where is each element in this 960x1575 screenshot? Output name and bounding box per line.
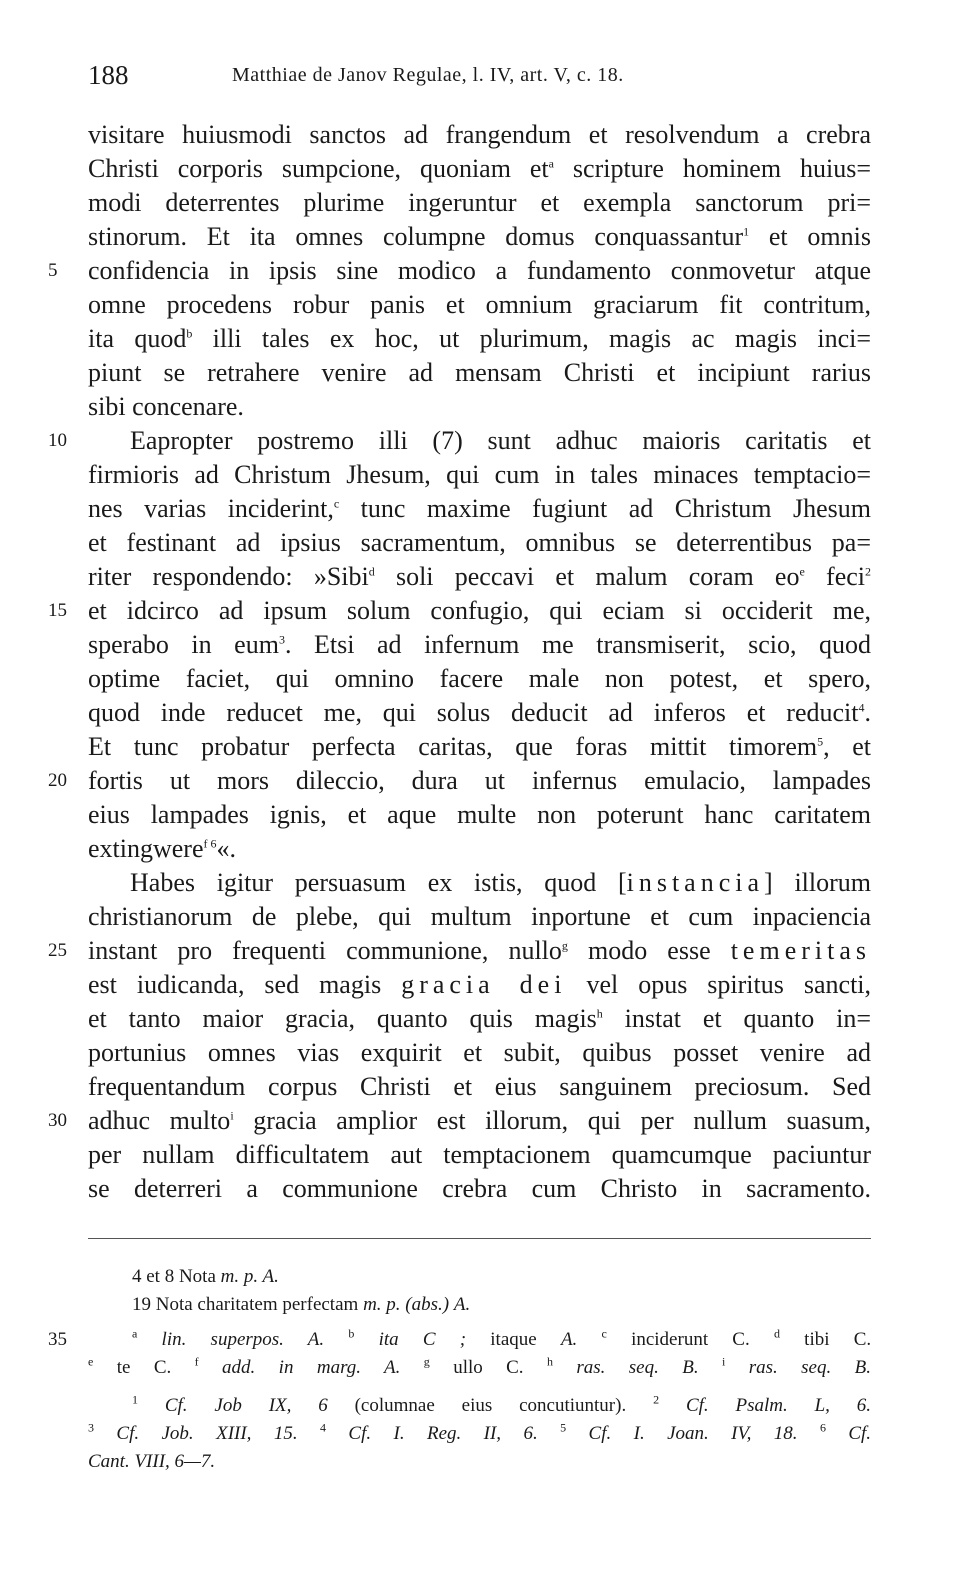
text-line: Et tunc probatur perfecta caritas, que foras mittit timorem$^5$, et [88, 732, 871, 761]
source-note: $^5$ Cf. I. Joan. IV, 18. [560, 1420, 798, 1444]
marginal-note: 4 et 8 Nota m. p. A. [132, 1266, 279, 1287]
apparatus-note: $^d$ tibi C. [773, 1326, 872, 1350]
text-line: Habes igitur persuasum ex istis, quod [instancia] illorum [130, 868, 871, 897]
apparatus-note: $^h$ ras. seq. B. [546, 1354, 699, 1378]
text-line: omne procedens robur panis et omnium graciarum fit contritum, [88, 290, 871, 319]
text-line: modi deterrentes plurime ingeruntur et exempla sanctorum pri= [88, 188, 871, 217]
text-line: se deterreri a communione crebra cum Christo in sacramento. [88, 1174, 871, 1203]
apparatus-note: $^e$ te C. [88, 1354, 172, 1378]
line-number: 10 [48, 430, 67, 451]
text-line: sperabo in eum$^3$. Etsi ad infernum me transmiserit, scio, quod [88, 630, 872, 659]
text-line: sibi concenare. [88, 392, 244, 421]
text-line: riter respondendo: »Sibi$^d$ soli peccavi et malum coram $eo^e$ feci$^2$ [88, 562, 871, 591]
apparatus-note: $^a$ lin. superpos. A. [132, 1326, 325, 1350]
text-line: Christi corporis sumpcione, quoniam $et^a$ scripture hominem huius= [88, 154, 871, 183]
source-line [132, 1393, 871, 1419]
line-number: 30 [48, 1110, 67, 1131]
text-line: extingwere$^{f 6}$«. [88, 834, 237, 863]
text-line: eius lampades ignis, et aque multe non poterunt hanc caritatem [88, 800, 871, 829]
text-line: christianorum de plebe, qui multum inportune et cum inpaciencia [88, 902, 871, 931]
marginal-note: 19 Nota charitatem perfectam m. p. (abs.) A. [132, 1294, 471, 1315]
text-line: firmioris ad Christum Jhesum, qui cum in tales minaces temptacio= [88, 460, 871, 489]
source-note: $^1$ Cf. Job IX, 6 (columnae eius concutiuntur). [132, 1392, 627, 1416]
source-line [88, 1421, 871, 1447]
source-note: $^6$ Cf. [819, 1420, 872, 1444]
text-line: stinorum. Et ita omnes columpne domus conquassantur$^1$ et omnis [88, 222, 871, 251]
text-line: et festinant ad ipsius sacramentum, omnibus se deterrentibus pa= [88, 528, 871, 557]
apparatus-note: $^i$ ras. seq. B. [722, 1354, 871, 1378]
line-number: 15 [48, 600, 67, 621]
text-line: ita quod$^b$ illi tales ex hoc, ut plurimum, magis ac magis inci= [88, 324, 871, 353]
text-line: Eapropter postremo illi (7) sunt adhuc maioris caritatis et [130, 426, 871, 455]
apparatus-note: $^g$ ullo C. [423, 1354, 524, 1378]
text-line: est iudicanda, sed magis gracia dei vel opus spiritus sancti, [88, 970, 872, 999]
line-number: 5 [48, 260, 58, 281]
text-line: frequentandum corpus Christi et eius sanguinem preciosum. Sed [88, 1072, 871, 1101]
line-number: 35 [48, 1329, 67, 1350]
text-line: confidencia in ipsis sine modico a fundamento conmovetur atque [88, 256, 871, 285]
text-line: per nullam difficultatem aut temptacionem quamcumque paciuntur [88, 1140, 871, 1169]
text-line: nes varias inciderint,$^c$ tunc maxime fugiunt ad Christum Jhesum [88, 494, 872, 523]
page-number: 188 [88, 60, 129, 90]
apparatus-line [132, 1327, 871, 1353]
source-line [88, 1449, 871, 1475]
source-note: $^2$ Cf. Psalm. L, 6. [653, 1392, 872, 1416]
source-note: $^3$ Cf. Job. XIII, 15. [88, 1420, 298, 1444]
text-line: et idcirco ad ipsum solum confugio, qui eciam si occiderit me, [88, 596, 871, 625]
footnote-rule [88, 1238, 871, 1239]
text-line: quod inde reducet me, qui solus deducit ad inferos et reducit$^4$. [88, 698, 871, 727]
apparatus-note: $^f$ add. in marg. A. [194, 1354, 401, 1378]
apparatus-note: $^b$ ita C ; itaque A. [348, 1326, 578, 1350]
line-number: 20 [48, 770, 67, 791]
text-line: et tanto maior gracia, quanto quis magis$^h$ instat et quanto in= [88, 1004, 871, 1033]
text-line: fortis ut mors dileccio, dura ut infernus emulacio, lampades [88, 766, 871, 795]
apparatus-note: $^c$ inciderunt C. [601, 1326, 750, 1350]
running-head: Matthiae de Janov Regulae, l. IV, art. V, c. 18. [232, 64, 624, 86]
text-line: adhuc multo$^i$ gracia amplior est illorum, qui per nullum suasum, [88, 1106, 871, 1135]
source-note: Cant. VIII, 6—7. [88, 1451, 216, 1472]
source-note: $^4$ Cf. I. Reg. II, 6. [319, 1420, 538, 1444]
text-line: optime faciet, qui omnino facere male non potest, et spero, [88, 664, 871, 693]
apparatus-line [88, 1355, 871, 1381]
text-line: portunius omnes vias exquirit et subit, quibus posset venire ad [88, 1038, 871, 1067]
text-line: instant pro frequenti communione, nullo$^g$ modo esse temeritas [88, 936, 871, 965]
text-line: piunt se retrahere venire ad mensam Christi et incipiunt rarius [88, 358, 871, 387]
text-line: visitare huiusmodi sanctos ad frangendum et resolvendum a crebra [88, 120, 871, 149]
line-number: 25 [48, 940, 67, 961]
